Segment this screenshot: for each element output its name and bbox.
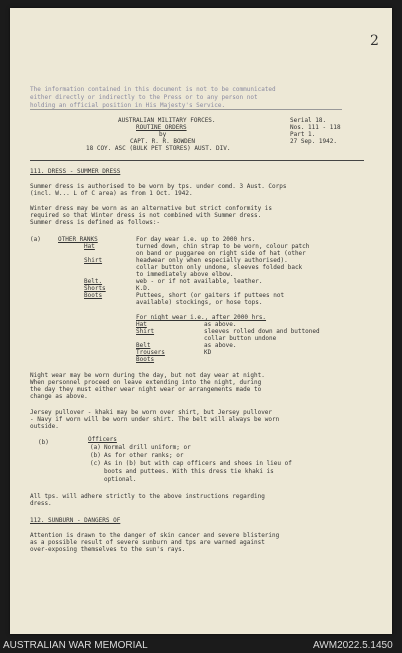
handwritten-page-number: 2 — [370, 33, 379, 49]
header-by: by — [159, 131, 167, 138]
header-title: AUSTRALIAN MILITARY FORCES. — [118, 117, 216, 124]
footer-institution: AUSTRALIAN WAR MEMORIAL — [3, 640, 148, 651]
dress-label-boots: Boots — [84, 292, 103, 299]
order-numbers: Nos. 111 - 118 — [290, 124, 341, 131]
item-a-marker: (a) — [30, 236, 41, 243]
day-wear-text: For day wear i.e. up to 2000 hrs. — [136, 236, 256, 243]
day-wear-text: on band or puggaree on right side of hat (other — [136, 250, 306, 257]
day-wear-text: web - or if not available, leather. — [136, 278, 263, 285]
other-ranks-heading: OTHER RANKS — [58, 236, 98, 243]
header-subtitle: ROUTINE ORDERS — [136, 124, 187, 131]
day-wear-text: turned down, chin strap to be worn, colour patch — [136, 243, 310, 250]
security-notice-line: holding an official position in His Majesty's Service. — [30, 102, 226, 109]
section-111-heading: 111. DRESS - SUMMER DRESS — [30, 168, 121, 175]
paragraph-line: Winter dress may be worn as an alternative but strict conformity is — [30, 205, 273, 212]
night-label-shirt: Shirt — [136, 328, 155, 335]
officer-item-mark: (b) — [90, 452, 101, 459]
item-b-marker: (b) — [38, 439, 49, 446]
night-wear-text: KD — [204, 349, 212, 356]
day-wear-text: K.D. — [136, 285, 151, 292]
paragraph-line: over-exposing themselves to the sun's rays. — [30, 546, 186, 553]
dress-label-hat: Hat — [84, 243, 95, 250]
security-notice-line: The information contained in this document is not to be communicated — [30, 86, 276, 93]
dress-label-shorts: Shorts — [84, 285, 106, 292]
order-date: 27 Sep. 1942. — [290, 138, 337, 145]
officer-item-text: boots and puttees. With this dress tie khaki is — [104, 468, 274, 475]
officers-heading: Officers — [88, 436, 117, 443]
footer-accession-number: AWM2022.5.1450 — [313, 640, 393, 651]
officer-item-text: As in (b) but with cap officers and shoes in lieu of — [104, 460, 292, 467]
paragraph-line: dress. — [30, 500, 52, 507]
paragraph-line: Jersey pullover - khaki may be worn over shirt, but Jersey pullover — [30, 409, 273, 416]
paragraph-line: outside. — [30, 423, 59, 430]
dress-label-shirt: Shirt — [84, 257, 103, 264]
paragraph-line: - Navy if worn will be worn under shirt. The belt will always be worn — [30, 416, 280, 423]
header-commander: CAPT. R. R. BOWDEN — [130, 138, 196, 145]
paragraph-line: as a possible result of severe sunburn and tps are warned against — [30, 539, 265, 546]
night-wear-text: sleeves rolled down and buttoned — [204, 328, 320, 335]
night-label-trousers: Trousers — [136, 349, 165, 356]
paragraph-line: (incl. W... L of C area) as from 1 Oct. 1942. — [30, 190, 193, 197]
night-wear-text: collar button undone — [204, 335, 277, 342]
night-wear-text: as above. — [204, 342, 237, 349]
dress-label-belt: Belt. — [84, 278, 103, 285]
paragraph-line: All tps. will adhere strictly to the above instructions regarding — [30, 493, 265, 500]
notice-rule — [30, 109, 342, 110]
night-wear-heading: For night wear i.e., after 2000 hrs. — [136, 314, 267, 321]
officer-item-text: optional. — [104, 476, 137, 483]
serial-number: Serial 18. — [290, 117, 327, 124]
paragraph-line: Summer dress is defined as follows:- — [30, 219, 161, 226]
day-wear-text: collar button only undone, sleeves folded back — [136, 264, 303, 271]
paragraph-line: Attention is drawn to the danger of skin cancer and severe blistering — [30, 532, 280, 539]
day-wear-text: to immediately above elbow. — [136, 271, 234, 278]
night-label-boots: Boots — [136, 356, 155, 363]
day-wear-text: headwear only when especially authorised). — [136, 257, 288, 264]
day-wear-text: Puttees, short (or gaiters if puttees not — [136, 292, 285, 299]
night-label-belt: Belt — [136, 342, 151, 349]
security-notice-line: either directly or indirectly to the Press or to any person not — [30, 94, 258, 101]
paragraph-line: change as above. — [30, 393, 88, 400]
paragraph-line: the day they must either wear night wear or arrangements made to — [30, 386, 262, 393]
header-rule — [30, 160, 364, 161]
paragraph-line: Night wear may be worn during the day, but not day wear at night. — [30, 372, 265, 379]
officer-item-mark: (c) — [90, 460, 101, 467]
officer-item-mark: (a) — [90, 444, 101, 451]
officer-item-text: Normal drill uniform; or — [104, 444, 191, 451]
part-number: Part 1. — [290, 131, 316, 138]
officer-item-text: As for other ranks; or — [104, 452, 184, 459]
night-label-hat: Hat — [136, 321, 147, 328]
paragraph-line: required so that Winter dress is not combined with Summer dress. — [30, 212, 262, 219]
paragraph-line: When personnel proceed on leave extending into the night, during — [30, 379, 262, 386]
header-unit: 18 COY. ASC (BULK PET STORES) AUST. DIV. — [86, 145, 231, 152]
day-wear-text: available) stockings, or hose tops. — [136, 299, 263, 306]
section-112-heading: 112. SUNBURN - DANGERS OF — [30, 517, 121, 524]
paragraph-line: Summer dress is authorised to be worn by tps. under comd. 3 Aust. Corps — [30, 183, 287, 190]
night-wear-text: as above. — [204, 321, 237, 328]
